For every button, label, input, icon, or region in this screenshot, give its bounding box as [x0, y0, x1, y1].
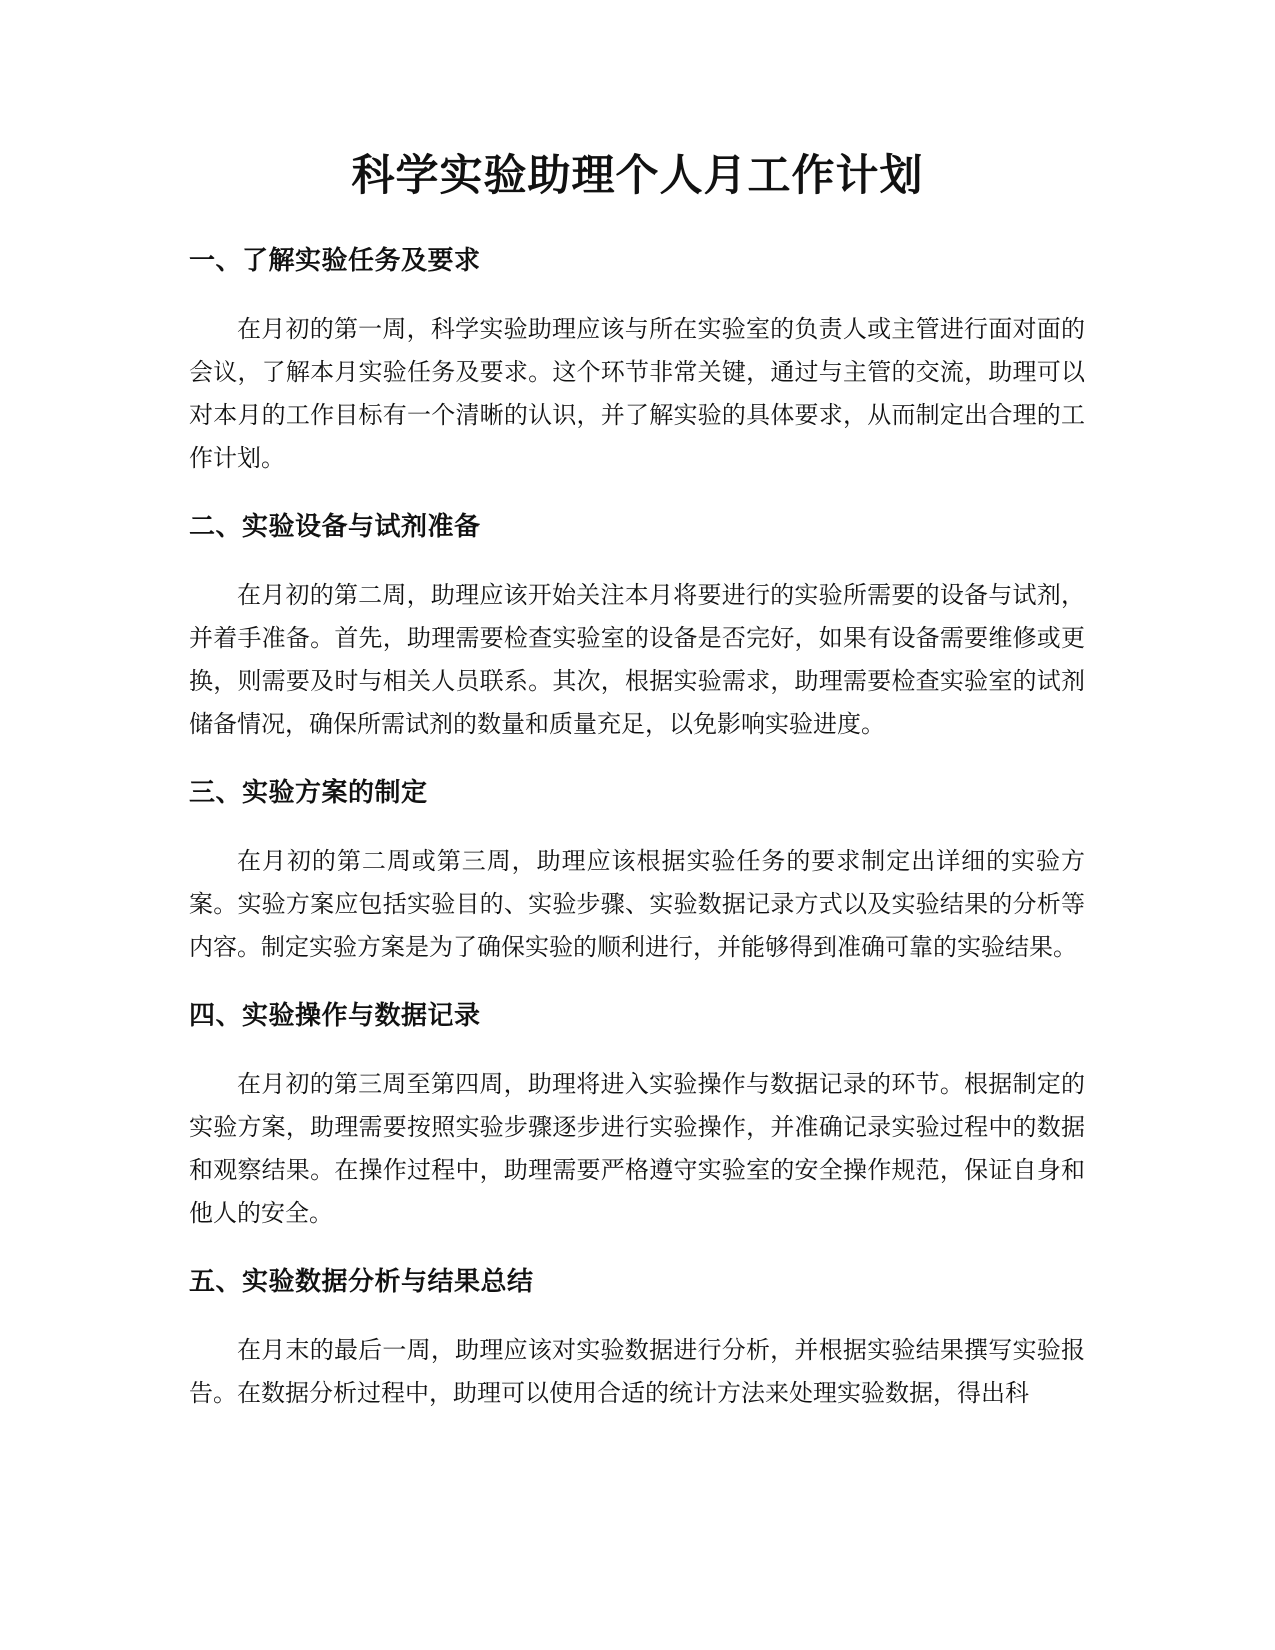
document-title: 科学实验助理个人月工作计划 [351, 151, 924, 201]
section-1 [189, 244, 1085, 480]
section-heading: 五、实验数据分析与结果总结 [189, 1267, 534, 1297]
section-paragraph: 在月初的第二周，助理应该开始关注本月将要进行的实验所需要的设备与试剂，并着手准备。首先，助理需要检查实验室的设备是否完好，如果有设备需要维修或更换，则需要及时与相关人员联系。其次，根据实验需求，助理需要检查实验室的试剂储备情况，确保所需试剂的数量和质量充足，以免影响实验进度。 [189, 581, 1085, 738]
section-heading: 三、实验方案的制定 [189, 778, 428, 808]
section-paragraph: 在月初的第二周或第三周，助理应该根据实验任务的要求制定出详细的实验方案。实验方案应包括实验目的、实验步骤、实验数据记录方式以及实验结果的分析等内容。制定实验方案是为了确保实验的顺利进行，并能够得到准确可靠的实验结果。 [189, 847, 1085, 961]
document-content [189, 244, 1085, 1445]
section-heading: 一、了解实验任务及要求 [189, 246, 481, 276]
section-paragraph: 在月初的第一周，科学实验助理应该与所在实验室的负责人或主管进行面对面的会议，了解本月实验任务及要求。这个环节非常关键，通过与主管的交流，助理可以对本月的工作目标有一个清晰的认识，并了解实验的具体要求，从而制定出合理的工作计划。 [189, 315, 1085, 472]
section-paragraph: 在月初的第三周至第四周，助理将进入实验操作与数据记录的环节。根据制定的实验方案，助理需要按照实验步骤逐步进行实验操作，并准确记录实验过程中的数据和观察结果。在操作过程中，助理需要严格遵守实验室的安全操作规范，保证自身和他人的安全。 [189, 1070, 1085, 1227]
section-heading: 四、实验操作与数据记录 [189, 1001, 481, 1031]
section-heading: 二、实验设备与试剂准备 [189, 512, 481, 542]
section-2 [189, 510, 1085, 746]
section-paragraph: 在月末的最后一周，助理应该对实验数据进行分析，并根据实验结果撰写实验报告。在数据分析过程中，助理可以使用合适的统计方法来处理实验数据，得出科 [189, 1336, 1085, 1407]
section-3 [189, 776, 1085, 969]
section-4 [189, 999, 1085, 1235]
section-5 [189, 1265, 1085, 1415]
